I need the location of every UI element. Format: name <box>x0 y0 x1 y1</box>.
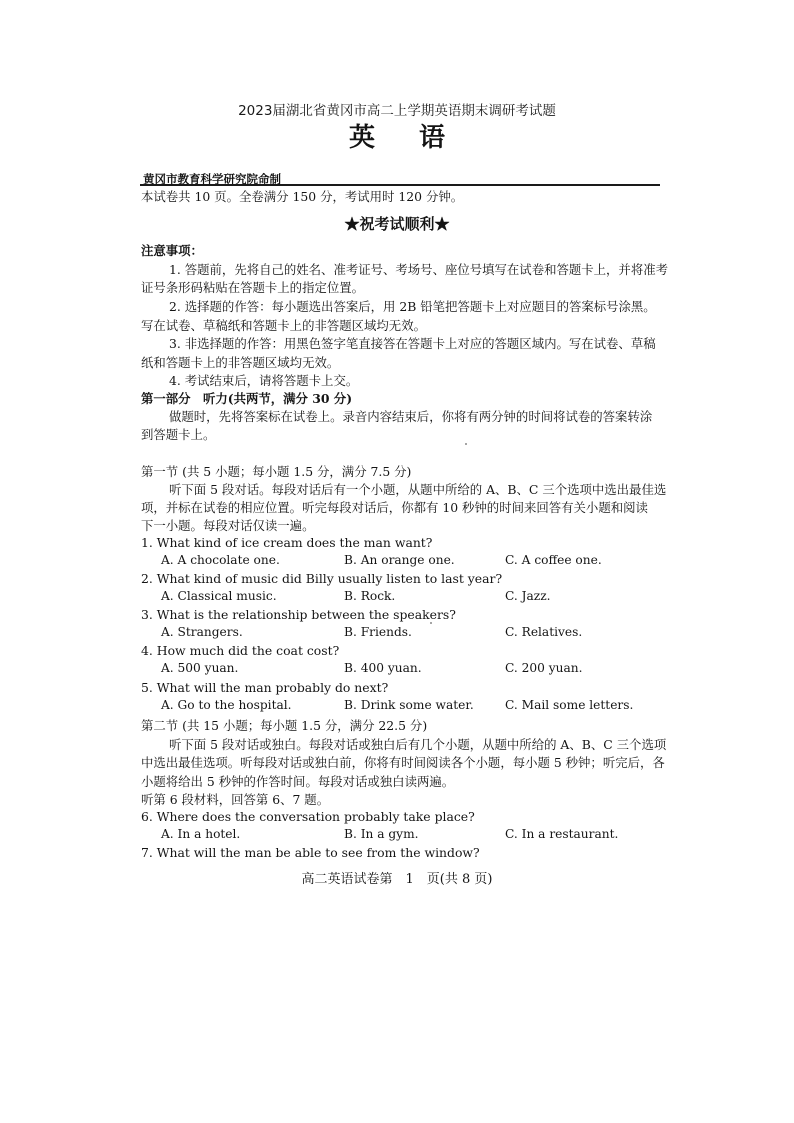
option-b: B. Friends. <box>344 625 412 639</box>
scan-speck <box>465 443 467 445</box>
question-4: 4. How much did the coat cost? <box>141 643 340 658</box>
option-c: C. In a restaurant. <box>505 827 619 841</box>
question-7: 7. What will the man be able to see from the window? <box>141 845 480 860</box>
option-a: A. 500 yuan. <box>161 661 239 675</box>
option-c: C. A coffee one. <box>505 553 602 567</box>
scan-speck <box>430 622 432 624</box>
page-footer: 高二英语试卷第 1 页(共 8 页) <box>301 872 493 887</box>
note-line: 2. 选择题的作答：每小题选出答案后，用 2B 铅笔把答题卡上对应题目的答案标号涂黑。 <box>169 299 656 314</box>
section1-instruction: 下一小题。每段对话仅读一遍。 <box>141 518 315 533</box>
option-b: B. Drink some water. <box>344 698 474 712</box>
option-c: C. Jazz. <box>505 589 551 603</box>
option-a: A. Strangers. <box>161 625 243 639</box>
section1-instruction: 项，并标在试卷的相应位置。听完每段对话后，你都有 10 秒钟的时间来回答有关小题和阅读 <box>141 500 648 515</box>
section1-heading: 第一节 (共 5 小题；每小题 1.5 分，满分 7.5 分) <box>141 464 412 479</box>
option-a: A. In a hotel. <box>161 827 241 841</box>
section1-instruction: 听下面 5 段对话。每段对话后有一个小题，从题中所给的 A、B、C 三个选项中选出最佳选 <box>169 482 667 497</box>
section2-instruction: 听下面 5 段对话或独白。每段对话或独白后有几个小题，从题中所给的 A、B、C 三个选项 <box>169 737 667 752</box>
note-line: 4. 考试结束后，请将答题卡上交。 <box>169 373 359 388</box>
subject-title: 英语 <box>348 123 489 153</box>
good-luck-banner: ★祝考试顺利★ <box>344 215 450 233</box>
option-b: B. An orange one. <box>344 553 455 567</box>
option-b: B. 400 yuan. <box>344 661 422 675</box>
note-line: 写在试卷、草稿纸和答题卡上的非答题区域均无效。 <box>141 318 426 333</box>
section2-heading: 第二节 (共 15 小题；每小题 1.5 分，满分 22.5 分) <box>141 718 428 733</box>
option-c: C. Mail some letters. <box>505 698 634 712</box>
question-1: 1. What kind of ice cream does the man want? <box>141 535 433 550</box>
exam-info: 本试卷共 10 页。全卷满分 150 分，考试用时 120 分钟。 <box>141 189 464 204</box>
option-c: C. 200 yuan. <box>505 661 583 675</box>
part1-heading: 第一部分 听力(共两节，满分 30 分) <box>141 391 353 406</box>
section2-instruction: 小题将给出 5 秒钟的作答时间。每段对话或独白读两遍。 <box>141 774 455 789</box>
part1-instruction: 做题时，先将答案标在试卷上。录音内容结束后，你将有两分钟的时间将试卷的答案转涂 <box>169 409 653 424</box>
material-note: 听第 6 段材料，回答第 6、7 题。 <box>141 792 330 807</box>
question-3: 3. What is the relationship between the speakers? <box>141 607 456 622</box>
part1-instruction: 到答题卡上。 <box>141 427 216 442</box>
option-c: C. Relatives. <box>505 625 583 639</box>
option-b: B. Rock. <box>344 589 396 603</box>
question-2: 2. What kind of music did Billy usually listen to last year? <box>141 571 503 586</box>
note-line: 1. 答题前，先将自己的姓名、准考证号、考场号、座位号填写在试卷和答题卡上，并将准考 <box>169 262 668 277</box>
question-6: 6. Where does the conversation probably take place? <box>141 809 475 824</box>
header-rule <box>140 184 660 186</box>
option-a: A. Classical music. <box>161 589 277 603</box>
notes-heading: 注意事项： <box>141 243 203 258</box>
note-line: 证号条形码粘贴在答题卡上的指定位置。 <box>141 280 365 295</box>
exam-title: 2023届湖北省黄冈市高二上学期英语期末调研考试题 <box>238 103 556 119</box>
publisher: 黄冈市教育科学研究院命制 <box>143 172 281 186</box>
section2-instruction: 中选出最佳选项。听每段对话或独白前，你将有时间阅读各个小题，每小题 5 秒钟；听完后，各 <box>141 755 665 770</box>
question-5: 5. What will the man probably do next? <box>141 680 389 695</box>
option-a: A. A chocolate one. <box>161 553 280 567</box>
note-line: 3. 非选择题的作答：用黑色签字笔直接答在答题卡上对应的答题区域内。写在试卷、草稿 <box>169 336 656 351</box>
note-line: 纸和答题卡上的非答题区域均无效。 <box>141 355 340 370</box>
option-b: B. In a gym. <box>344 827 419 841</box>
option-a: A. Go to the hospital. <box>161 698 292 712</box>
